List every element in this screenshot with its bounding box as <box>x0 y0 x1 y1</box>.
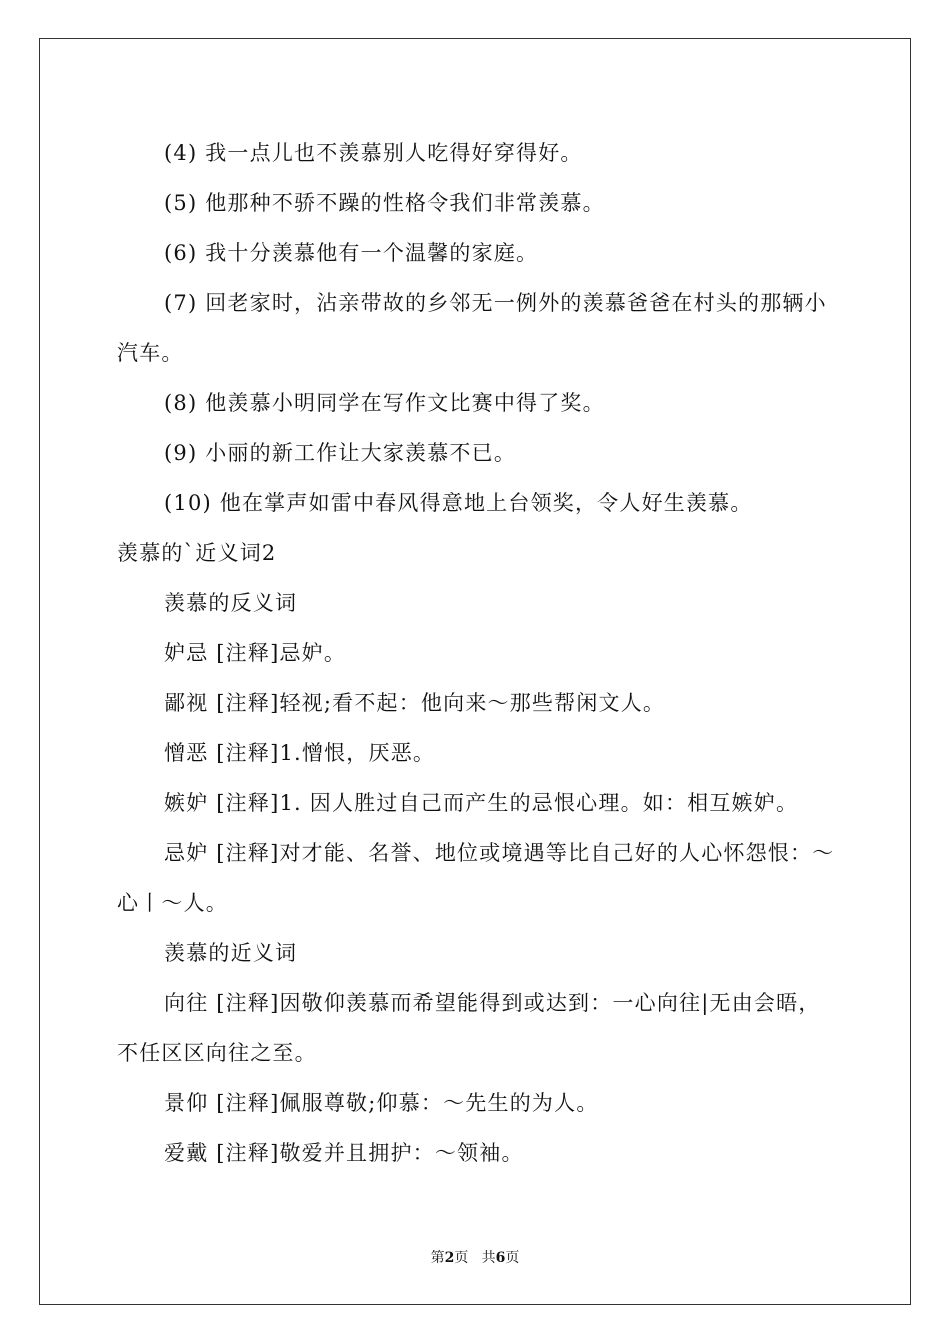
paragraph: (6) 我十分羡慕他有一个温馨的家庭。 <box>164 241 539 265</box>
definition-entry: 爱戴 [注释]敬爱并且拥护：～领袖。 <box>164 1141 524 1165</box>
total-page-count: 6 <box>495 1250 506 1266</box>
definition-entry: 嫉妒 [注释]1. 因人胜过自己而产生的忌恨心理。如：相互嫉妒。 <box>164 791 799 815</box>
subheading: 羡慕的反义词 <box>164 591 298 615</box>
paragraph: (10) 他在掌声如雷中春风得意地上台领奖，令人好生羡慕。 <box>164 491 753 515</box>
definition-entry: 向往 [注释]因敬仰羡慕而希望能得到或达到：一心向往|无由会晤，不任区区向往之至。 <box>117 991 821 1065</box>
definition-entry: 忌妒 [注释]对才能、名誉、地位或境遇等比自己好的人心怀怨恨：～心丨～人。 <box>117 841 835 915</box>
paragraph: (9) 小丽的新工作让大家羡慕不已。 <box>164 441 517 465</box>
paragraph: (7) 回老家时，沾亲带故的乡邻无一例外的羡慕爸爸在村头的那辆小汽车。 <box>117 291 827 365</box>
section-heading: 羡慕的`近义词2 <box>117 541 277 565</box>
paragraph: (4) 我一点儿也不羡慕别人吃得好穿得好。 <box>164 141 583 165</box>
footer-page-unit: 页 <box>454 1250 469 1266</box>
paragraph: (8) 他羡慕小明同学在写作文比赛中得了奖。 <box>164 391 605 415</box>
current-page-number: 2 <box>444 1250 455 1266</box>
definition-entry: 妒忌 [注释]忌妒。 <box>164 641 347 665</box>
definition-entry: 鄙视 [注释]轻视;看不起：他向来～那些帮闲文人。 <box>164 691 666 715</box>
subheading: 羡慕的近义词 <box>164 941 298 965</box>
footer-total-unit: 页 <box>505 1250 520 1266</box>
paragraph: (5) 他那种不骄不躁的性格令我们非常羡慕。 <box>164 191 605 215</box>
document-body <box>117 128 837 1178</box>
page-footer <box>0 1247 950 1267</box>
definition-entry: 景仰 [注释]佩服尊敬;仰慕：～先生的为人。 <box>164 1091 599 1115</box>
definition-entry: 憎恶 [注释]1.憎恨，厌恶。 <box>164 741 436 765</box>
footer-total-prefix: 共 <box>481 1250 496 1266</box>
footer-prefix: 第 <box>430 1250 445 1266</box>
